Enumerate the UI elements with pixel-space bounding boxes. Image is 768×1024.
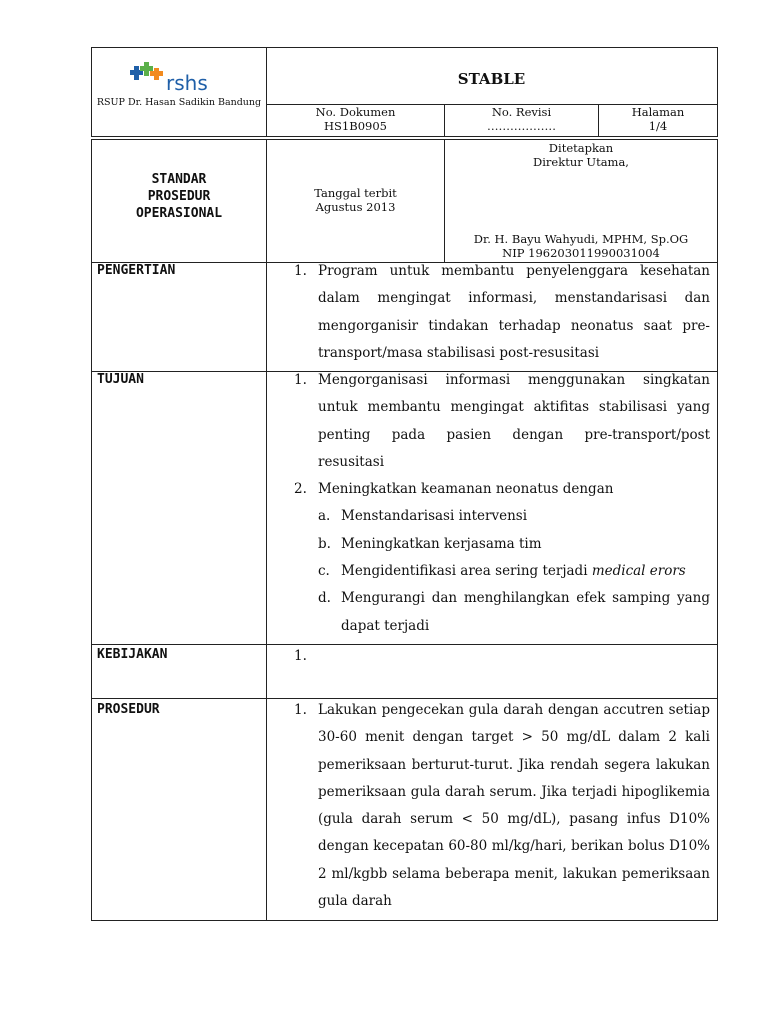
section-content-tujuan bbox=[294, 367, 710, 640]
sub-list-item: c. Mengidentifikasi area sering terjadi medical erors bbox=[318, 563, 686, 580]
section-content-kebijakan bbox=[294, 643, 710, 670]
page-cell bbox=[599, 105, 717, 134]
logo-text: rshs bbox=[166, 71, 208, 95]
revision-label: No. Revisi bbox=[491, 105, 552, 119]
doc-no-label: No. Dokumen bbox=[315, 105, 396, 119]
established-label: Ditetapkan bbox=[548, 141, 614, 155]
doc-no-cell bbox=[267, 105, 444, 134]
signer-nip: NIP 196203011990031004 bbox=[502, 246, 660, 261]
issue-date-cell bbox=[267, 186, 444, 215]
list-item: 1. Lakukan pengecekan gula darah dengan accutren setiap 30-60 menit dengan target > 50 mg/dL dalam 2 kali pemeriksaan berturut-turut. Jika rendah segera lakukan pemeriksaan gula darah serum. Jika terjadi hipoglikemia (gula darah serum < 50 mg/dL), pasang infus D10% dengan kecepatan 60-80 ml/kg/hari, berikan bolus D10% 2 ml/kgbb selama beberapa menit, lakukan pemeriksaan gula darah bbox=[294, 702, 710, 910]
hospital-name: RSUP Dr. Hasan Sadikin Bandung bbox=[96, 97, 262, 108]
section-content-prosedur bbox=[294, 697, 710, 919]
section-label-prosedur: PROSEDUR bbox=[97, 702, 160, 717]
established-cell bbox=[445, 141, 717, 170]
signer-name: Dr. H. Bayu Wahyudi, MPHM, Sp.OG bbox=[473, 232, 689, 246]
document-title: STABLE bbox=[457, 70, 526, 88]
page-value: 1/4 bbox=[648, 119, 668, 134]
issue-label: Tanggal terbit bbox=[314, 186, 397, 200]
section-label-pengertian: PENGERTIAN bbox=[97, 263, 176, 278]
rshs-logo-icon bbox=[130, 58, 230, 98]
doc-no-value: HS1B0905 bbox=[324, 119, 387, 134]
list-item: 2. Meningkatkan keamanan neonatus dengan bbox=[294, 481, 614, 498]
sop-title: STANDAR PROSEDUR OPERASIONAL bbox=[135, 172, 223, 221]
revision-cell bbox=[445, 105, 598, 134]
section-label-tujuan: TUJUAN bbox=[97, 372, 144, 387]
sub-list-item: d. Mengurangi dan menghilangkan efek samping yang dapat terjadi bbox=[318, 590, 710, 634]
signer-cell bbox=[445, 232, 717, 261]
list-item: 1. Mengorganisasi informasi menggunakan singkatan untuk membantu mengingat aktifitas stabilisasi yang penting pada pasien dengan pre-transport/post resusitasi bbox=[294, 372, 710, 470]
sub-list-item: b. Meningkatkan kerjasama tim bbox=[318, 535, 542, 552]
list-item: 1. bbox=[294, 648, 307, 664]
issue-value: Agustus 2013 bbox=[315, 200, 396, 215]
section-label-kebijakan: KEBIJAKAN bbox=[97, 647, 168, 662]
established-role: Direktur Utama, bbox=[533, 155, 629, 170]
hospital-logo bbox=[92, 48, 266, 136]
section-content-pengertian bbox=[294, 258, 710, 367]
page-label: Halaman bbox=[631, 105, 685, 119]
revision-value: ……………… bbox=[487, 119, 556, 134]
sub-list-item: a. Menstandarisasi intervensi bbox=[318, 508, 528, 525]
list-item: 1. Program untuk membantu penyelenggara kesehatan dalam mengingat informasi, menstandarisasi dan mengorganisir tindakan terhadap neonatus saat pre-transport/masa stabilisasi post-resusitasi bbox=[294, 263, 710, 361]
